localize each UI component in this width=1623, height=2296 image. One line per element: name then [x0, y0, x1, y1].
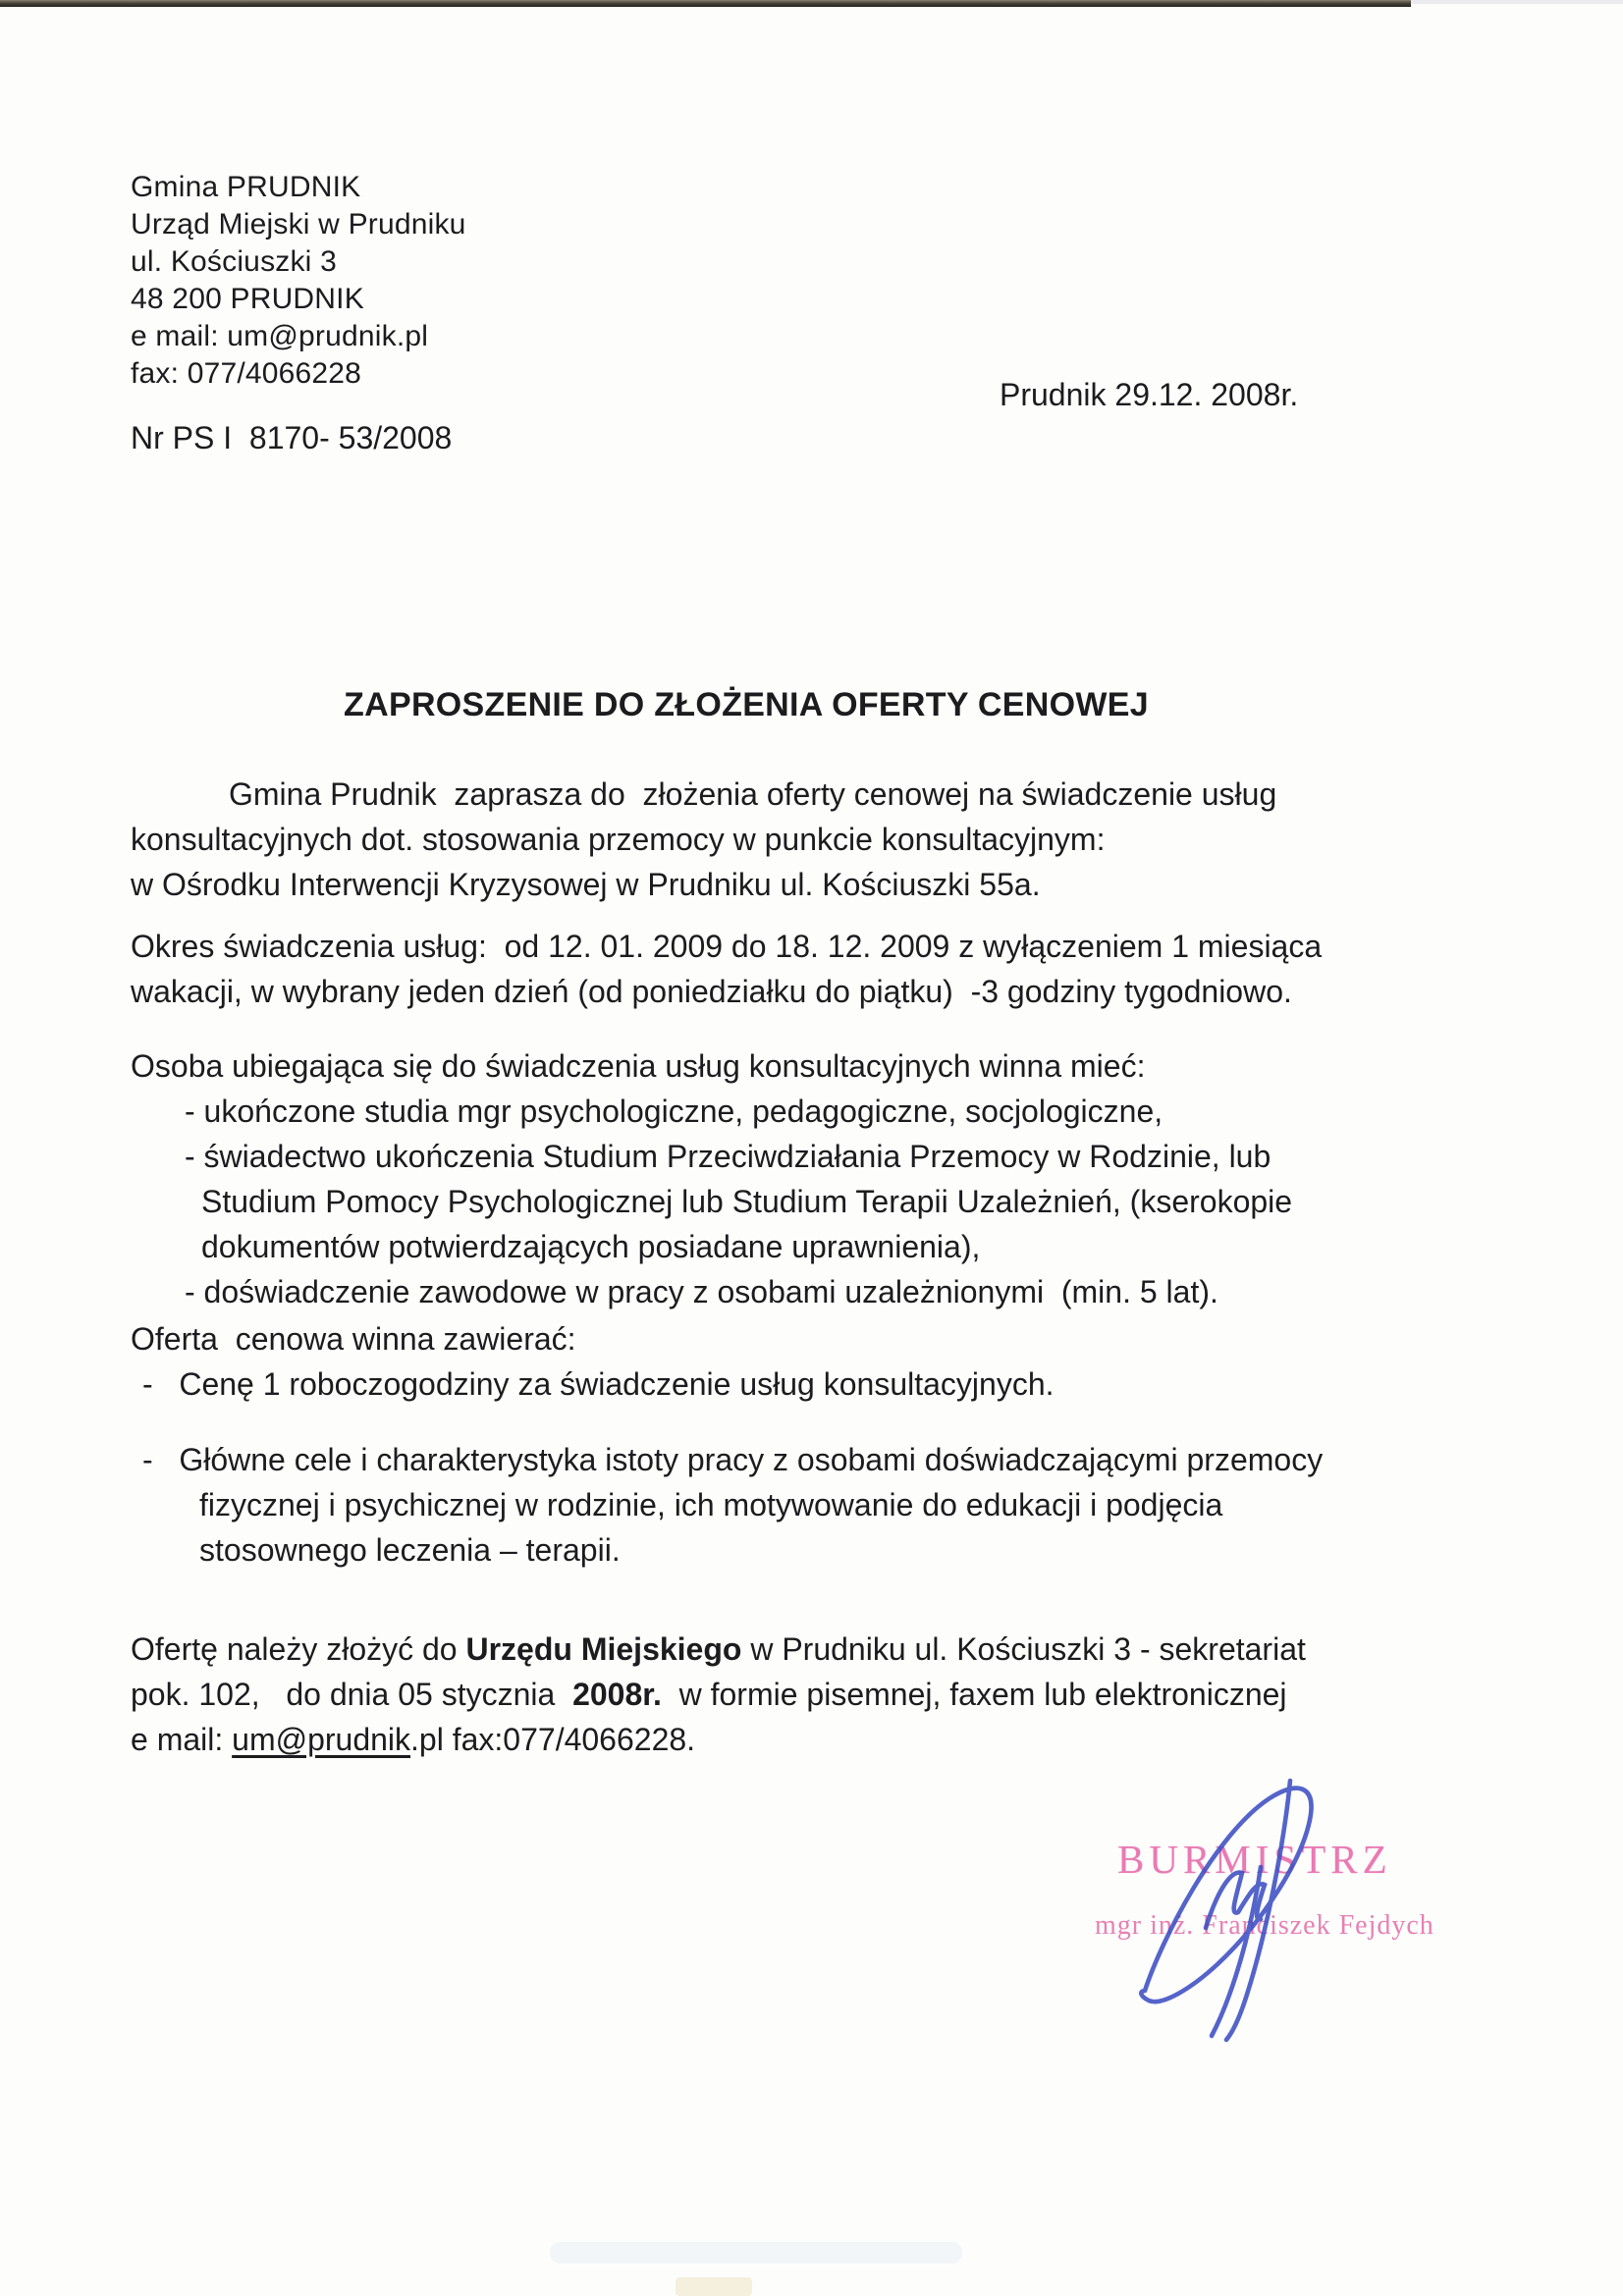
scanner-edge-artifact-tail [1411, 0, 1623, 4]
offer-item-2 [131, 1437, 1505, 1573]
stamp-title: BURMISTRZ [1117, 1837, 1392, 1882]
requirement-item-continuation: dokumentów potwierdzających posiadane uprawnienia), [201, 1229, 981, 1264]
document-date: Prudnik 29.12. 2008r. [1000, 377, 1299, 412]
document-title: ZAPROSZENIE DO ZŁOŻENIA OFERTY CENOWEJ [344, 686, 1149, 723]
scanner-edge-artifact [0, 0, 1411, 7]
requirement-item-continuation: Studium Pomocy Psychologicznej lub Studium Terapii Uzależnień, (kserokopie [201, 1184, 1293, 1219]
stamp-name: mgr inż. Franciszek Fejdych [1095, 1910, 1434, 1941]
paragraph-line: w Ośrodku Interwencji Kryzysowej w Prudniku ul. Kościuszki 55a. [131, 867, 1041, 902]
offer-item-continuation: stosownego leczenia – terapii. [199, 1532, 621, 1568]
closing-text: w Prudniku ul. Kościuszki 3 - sekretariat [741, 1631, 1306, 1667]
offer-item-continuation: fizycznej i psychicznej w rodzinie, ich motywowanie do edukacji i podjęcia [199, 1487, 1223, 1522]
scan-smudge-artifact [550, 2242, 962, 2264]
offer-item: - Główne cele i charakterystyka istoty pracy z osobami doświadczającymi przemocy [142, 1442, 1324, 1477]
requirement-item: - ukończone studia mgr psychologiczne, pedagogiczne, socjologiczne, [185, 1094, 1163, 1129]
paragraph-line: wakacji, w wybrany jeden dzień (od poniedziałku do piątku) -3 godziny tygodniowo. [131, 974, 1292, 1009]
deadline-year-bold: 2008r. [572, 1677, 662, 1712]
sender-line: Gmina PRUDNIK [131, 171, 361, 203]
closing-text: e mail: [131, 1722, 233, 1757]
paragraph-line: Okres świadczenia usług: od 12. 01. 2009 do 18. 12. 2009 z wyłączeniem 1 miesiąca [131, 929, 1323, 964]
scan-smudge-artifact [676, 2277, 752, 2296]
paragraph-line [131, 1672, 1505, 1717]
requirement-item: - doświadczenie zawodowe w pracy z osobami uzależnionymi (min. 5 lat). [185, 1274, 1218, 1309]
requirements-heading: Osoba ubiegająca się do świadczenia usług konsultacyjnych winna mieć: [131, 1048, 1146, 1084]
email-underlined: um@prudnik [232, 1722, 411, 1757]
reference-number: Nr PS I 8170- 53/2008 [131, 420, 453, 455]
offer-contents-section [131, 1316, 1505, 1407]
sender-line: Urząd Miejski w Prudniku [131, 208, 466, 240]
sender-address-block [131, 169, 466, 393]
paragraph-line: Gmina Prudnik zaprasza do złożenia oferty cenowej na świadczenie usług [229, 776, 1277, 812]
offer-item: - Cenę 1 roboczogodziny za świadczenie usług konsultacyjnych. [142, 1366, 1055, 1402]
signature-scribble [1108, 1773, 1373, 2048]
submission-paragraph [131, 1627, 1505, 1762]
service-period-paragraph [131, 924, 1505, 1014]
paragraph-line: konsultacyjnych dot. stosowania przemocy w punkcie konsultacyjnym: [131, 822, 1106, 857]
sender-line: 48 200 PRUDNIK [131, 283, 364, 315]
requirements-section [131, 1043, 1505, 1314]
requirement-item: - świadectwo ukończenia Studium Przeciwdziałania Przemocy w Rodzinie, lub [185, 1139, 1271, 1174]
recipient-office-bold: Urzędu Miejskiego [465, 1631, 742, 1667]
closing-text: pok. 102, do dnia 05 stycznia [131, 1677, 573, 1712]
closing-text: .pl fax:077/4066228. [410, 1722, 696, 1757]
sender-fax-line: fax: 077/4066228 [131, 357, 362, 390]
paragraph-line [131, 1627, 1505, 1672]
offer-heading: Oferta cenowa winna zawierać: [131, 1321, 576, 1357]
intro-paragraph [131, 772, 1505, 907]
paragraph-line [131, 1717, 1505, 1762]
sender-email-line: e mail: um@prudnik.pl [131, 320, 429, 352]
closing-text: Ofertę należy złożyć do [131, 1631, 466, 1667]
closing-text: w formie pisemnej, faxem lub elektronicznej [661, 1677, 1287, 1712]
sender-line: ul. Kościuszki 3 [131, 245, 337, 278]
